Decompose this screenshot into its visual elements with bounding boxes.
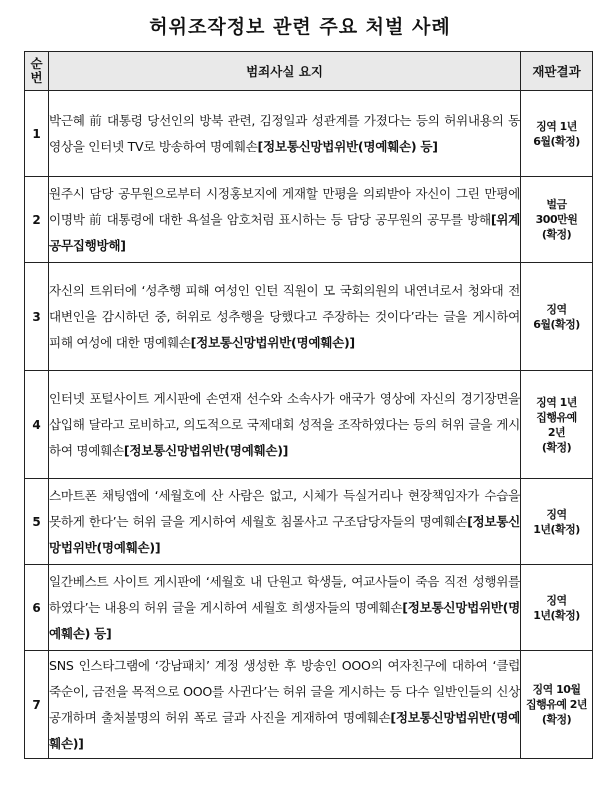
- summary-text: 스마트폰 채팅앱에 ‘세월호에 산 사람은 없고, 시체가 득실거리나 현장책임자가 수습을 못하게 한다’는 허위 글을 게시하여 세월호 침몰사고 구조담당자들의 명예훼손: [49, 487, 520, 529]
- row-number: 2: [25, 177, 49, 263]
- result-line: 벌금: [546, 198, 567, 211]
- row-summary: [49, 479, 521, 565]
- summary-text: 인터넷 포털사이트 게시판에 손연재 선수와 소속사가 애국가 영상에 자신의 경기장면을 삽입해 달라고 로비하고, 의도적으로 국제대회 성적을 조작하였다는 등의 허위 글을 게시하여 명예훼손: [49, 390, 520, 458]
- result-line: 6월(확정): [533, 317, 580, 331]
- row-result: [521, 371, 593, 479]
- law-citation: [정보통신망법위반(명예훼손)]: [123, 442, 289, 458]
- row-number: 3: [25, 263, 49, 371]
- result-line: 징역: [546, 302, 567, 316]
- cases-table: [24, 51, 593, 759]
- row-number: 4: [25, 371, 49, 479]
- row-summary: [49, 177, 521, 263]
- summary-text: 일간베스트 사이트 게시판에 ‘세월호 내 단원고 학생들, 여교사들이 죽음 직전 성행위를 하였다’는 내용의 허위 글을 게시하여 세월호 희생자들의 명예훼손: [49, 573, 520, 615]
- row-result: [521, 565, 593, 651]
- law-citation: [정보통신망법위반(명예훼손) 등]: [49, 599, 520, 641]
- row-number: 5: [25, 479, 49, 565]
- row-number: 6: [25, 565, 49, 651]
- result-line: 징역: [546, 507, 567, 521]
- header-no-line2: 번: [30, 70, 43, 85]
- result-line: 징역 10월: [532, 683, 581, 696]
- result-line: 집행유예: [536, 410, 577, 424]
- row-result: [521, 177, 593, 263]
- law-citation: [정보통신망법위반(명예훼손)]: [190, 334, 355, 350]
- row-summary: [49, 263, 521, 371]
- header-summary: 범죄사실 요지: [49, 52, 521, 91]
- result-line: 징역 1년: [536, 119, 577, 133]
- header-no-line1: 순: [30, 56, 43, 71]
- page-title: 허위조작정보 관련 주요 처벌 사례: [149, 16, 451, 38]
- summary-text: SNS 인스타그램에 ‘강남패치’ 계정 생성한 후 방송인 OOO의 여자친구에 대하여 ‘클럽 죽순이, 금전을 목적으로 OOO를 사귄다’는 허위 글을 게시하는 등 다수 일반인들의 신상 공개하며 출처불명의 허위 폭로 글과 사진을 게재하여 명예훼손: [49, 657, 520, 725]
- result-line: 징역 1년: [536, 395, 577, 409]
- law-citation: [정보통신망법위반(명예훼손)]: [49, 513, 520, 555]
- row-summary: [49, 371, 521, 479]
- row-result: [521, 651, 593, 759]
- row-summary: [49, 651, 521, 759]
- table-row: [25, 371, 593, 479]
- summary-text: 원주시 담당 공무원으로부터 시정홍보지에 게재할 만평을 의뢰받아 자신이 그린 만평에 이명박 前 대통령에 대한 욕설을 암호처럼 표시하는 등 담당 공무원의 공무를 방해: [49, 185, 520, 227]
- row-number: 7: [25, 651, 49, 759]
- result-line: 2년: [547, 425, 566, 439]
- result-line: 집행유예 2년: [525, 698, 588, 711]
- result-line: (확정): [541, 713, 572, 726]
- row-number: 1: [25, 91, 49, 177]
- result-line: 1년(확정): [533, 608, 580, 622]
- header-result: 재판결과: [521, 52, 593, 91]
- table-header-row: [25, 52, 593, 91]
- result-line: (확정): [541, 440, 572, 454]
- result-line: 6월(확정): [533, 134, 580, 148]
- table-row: [25, 91, 593, 177]
- result-line: (확정): [541, 228, 572, 241]
- law-citation: [정보통신망법위반(명예훼손)]: [49, 709, 520, 751]
- table-row: [25, 651, 593, 759]
- summary-text: 자신의 트위터에 ‘성추행 피해 여성인 인턴 직원이 모 국회의원의 내연녀로서 청와대 전 대변인을 감시하던 중, 허위로 성추행을 당했다고 주장하는 것이다’라는 글을 게시하여 피해 여성에 대한 명예훼손: [49, 282, 520, 350]
- result-line: 징역: [546, 593, 567, 607]
- summary-text: 박근혜 前 대통령 당선인의 방북 관련, 김정일과 성관계를 가졌다는 등의 허위내용의 동영상을 인터넷 TV로 방송하여 명예훼손: [49, 112, 520, 154]
- result-line: 300만원: [535, 213, 578, 226]
- law-citation: [위계공무집행방해]: [49, 211, 520, 253]
- row-summary: [49, 565, 521, 651]
- table-row: [25, 263, 593, 371]
- row-result: [521, 263, 593, 371]
- row-summary: [49, 91, 521, 177]
- header-no: [25, 52, 49, 91]
- table-row: [25, 177, 593, 263]
- result-line: 1년(확정): [533, 522, 580, 536]
- table-row: [25, 479, 593, 565]
- row-result: [521, 479, 593, 565]
- law-citation: [정보통신망법위반(명예훼손) 등]: [257, 138, 438, 154]
- row-result: [521, 91, 593, 177]
- table-row: [25, 565, 593, 651]
